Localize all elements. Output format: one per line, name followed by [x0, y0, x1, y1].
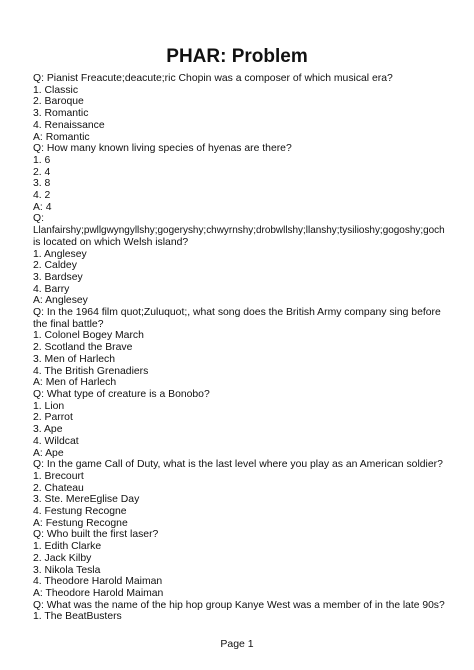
text-line: 4. Wildcat	[33, 435, 79, 447]
text-line: 2. Parrot	[33, 412, 73, 424]
text-line: A: Festung Recogne	[33, 517, 128, 529]
text-line: 3. Ape	[33, 424, 63, 436]
text-line: 1. Edith Clarke	[33, 541, 102, 553]
text-line: 3. Romantic	[33, 108, 89, 120]
text-line: 1. Colonel Bogey March	[33, 330, 144, 342]
text-line: A: Romantic	[33, 131, 90, 143]
text-line: 2. Baroque	[33, 96, 84, 108]
text-line: Q: Who built the first laser?	[33, 529, 159, 541]
text-line: 2. 4	[33, 166, 51, 178]
text-line: 3. Nikola Tesla	[33, 564, 101, 576]
text-line: Q: In the game Call of Duty, what is the last level where you play as an American soldier?	[33, 459, 443, 471]
text-line: A: 4	[33, 201, 52, 213]
text-line: 3. 8	[33, 178, 51, 190]
text-line: Q: How many known living species of hyenas are there?	[33, 143, 292, 155]
text-line: 2. Caldey	[33, 260, 77, 272]
text-line: 2. Scotland the Brave	[33, 342, 133, 354]
text-line: 3. Ste. MereEglise Day	[33, 494, 140, 506]
text-line: is located on which Welsh island?	[33, 236, 189, 248]
text-line: Q: Pianist Freacute;deacute;ric Chopin was a composer of which musical era?	[33, 73, 393, 84]
text-line: 1. Anglesey	[33, 248, 87, 260]
text-line: the final battle?	[33, 318, 104, 330]
text-line: Q:	[33, 213, 44, 225]
text-line: 3. Bardsey	[33, 271, 83, 283]
text-line: 2. Jack Kilby	[33, 552, 92, 564]
text-line: A: Men of Harlech	[33, 377, 117, 389]
text-line: 1. Brecourt	[33, 470, 84, 482]
text-line: 3. Men of Harlech	[33, 353, 116, 365]
text-line: 1. Classic	[33, 84, 79, 96]
text-line: 1. The BeatBusters	[33, 611, 122, 623]
page-title: PHAR: Problem	[166, 46, 308, 67]
text-line: 1. Lion	[33, 400, 65, 412]
text-line: Q: What type of creature is a Bonobo?	[33, 388, 210, 400]
text-line: A: Ape	[33, 447, 64, 459]
text-line: 4. Festung Recogne	[33, 506, 127, 518]
text-line: 4. Theodore Harold Maiman	[33, 576, 163, 588]
text-line: 4. 2	[33, 190, 51, 202]
quiz-content	[33, 73, 445, 623]
text-line: Q: What was the name of the hip hop group Kanye West was a member of in the late 90s?	[33, 599, 445, 611]
page-number: Page 1	[220, 638, 254, 650]
text-line: 4. The British Grenadiers	[33, 365, 149, 377]
text-line: Q: In the 1964 film quot;Zuluquot;, what song does the British Army company sing before	[33, 307, 441, 319]
text-line: 1. 6	[33, 154, 51, 166]
text-line: 4. Renaissance	[33, 119, 105, 131]
text-line: Llanfairshy;pwllgwyngyllshy;gogeryshy;chwyrnshy;drobwllshy;llanshy;tysilioshy;gogoshy;goch	[33, 225, 445, 237]
text-line: 2. Chateau	[33, 482, 84, 494]
text-line: 4. Barry	[33, 283, 70, 295]
text-line: A: Anglesey	[33, 295, 88, 307]
text-line: A: Theodore Harold Maiman	[33, 587, 164, 599]
